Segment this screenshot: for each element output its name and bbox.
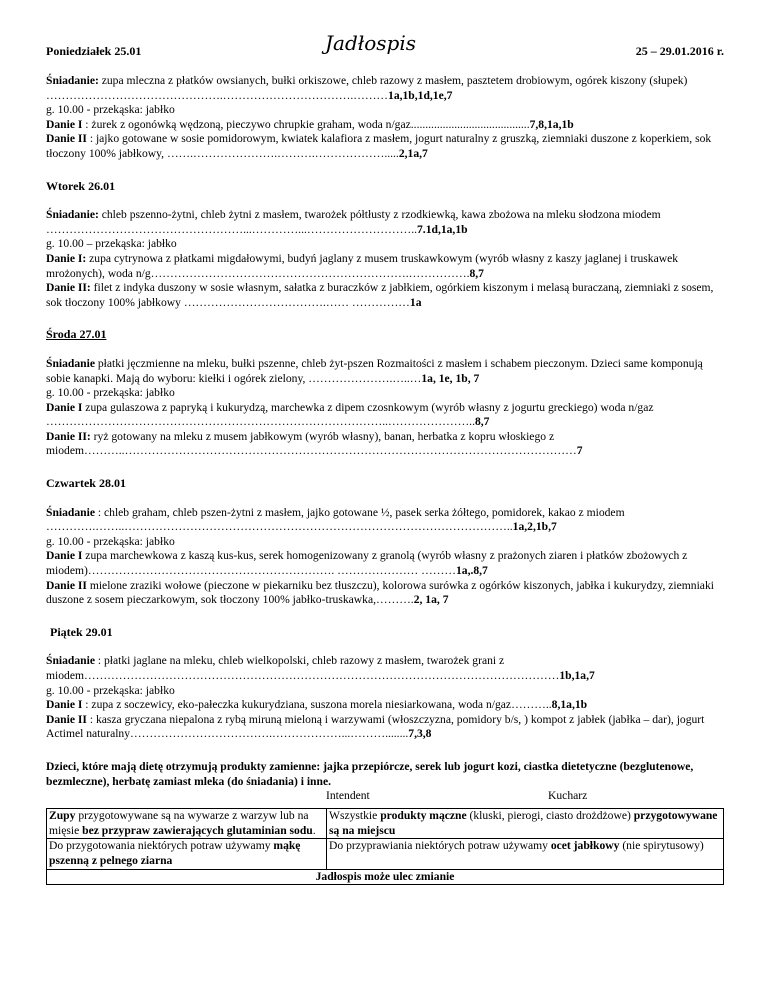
dish-two-label: Danie II [46, 132, 87, 146]
dish-one [46, 401, 724, 430]
table-cell [327, 809, 724, 839]
dish-one [46, 698, 724, 713]
breakfast-label: Śniadanie [46, 654, 95, 668]
allergen-codes: 1b,1a,7 [559, 669, 595, 682]
dish-two-text: filet z indyka duszony w sosie własnym, sałatka z buraczków z jabłkiem, ogórkiem kiszonym i melasą buraczaną, ziemniaki z sosem, sok tłoczony 100% jabłkowy ……………………………….…… …………… [46, 281, 714, 309]
cell-text: (kluski, pierogi, ciasto drożdżowe) [466, 809, 634, 823]
breakfast [46, 208, 724, 237]
breakfast-text: chleb pszenno-żytni, chleb żytni z masłem, twarożek półtłusty z rzodkiewką, kawa zbożowa na mleku słodzona miodem ……………………………………………...…………...……………………….. [46, 208, 661, 236]
cell-text-bold: ocet jabłkowy [550, 839, 620, 853]
dish-two [46, 430, 724, 459]
breakfast-text: płatki jęczmienne na mleku, bułki pszenne, chleb żyt-pszen Rozmaitości z masłem i schabem pieczonym. Dzieci same komponują sobie kanapki. Mają do wyboru: kiełki i ogórek zielony, ………………….…..… [46, 356, 703, 385]
breakfast-label: Śniadanie [46, 505, 95, 519]
day-title: Piątek 29.01 [50, 624, 113, 639]
table-row [47, 869, 724, 885]
allergen-codes: 8,7 [469, 266, 484, 280]
dish-two-label: Danie II: [46, 281, 91, 295]
allergen-codes: 2, 1a, 7 [413, 593, 449, 607]
dish-one-label: Danie I [46, 117, 83, 131]
breakfast-label: Śniadanie: [46, 208, 99, 222]
dish-two-text: : jajko gotowane w sosie pomidorowym, kwiatek kalafiora z masłem, jogurt naturalny z gruszką, ziemniaki duszone z koperkiem, sok tłoczony 100% jabłkowy, …….………………….……….………………..... [46, 132, 712, 160]
allergen-codes: 7.1d,1a,1b [417, 222, 468, 236]
cell-text-bold: przygotowywane są na miejscu [329, 809, 718, 837]
day-title: Czwartek 28.01 [46, 476, 126, 491]
day-title: Środa 27.01 [46, 327, 107, 342]
day-title: Wtorek 26.01 [46, 178, 116, 193]
breakfast [46, 74, 724, 103]
allergen-codes: 2,1a,7 [398, 146, 428, 160]
breakfast [46, 506, 724, 535]
dish-two-label: Danie II [46, 712, 87, 726]
header-date-range: 25 – 29.01.2016 r. [635, 44, 724, 58]
table-row [47, 839, 724, 869]
signature-cook: Kucharz [548, 789, 588, 803]
page-title: Jadłospis [325, 31, 416, 55]
dish-two-text: mielone zraziki wołowe (pieczone w piekarniku bez tłuszczu), kolorowa surówka z ogórków kiszonych, jabłka i kukurydzy, ziemniaki duszone z sosem pieczarkowym, sok tłoczony 100% jabłko-truskawka,………. [46, 578, 714, 607]
dish-one [46, 549, 724, 578]
cell-text: Wszystkie [329, 809, 381, 823]
diet-notice: Dzieci, które mają dietę otrzymują produkty zamienne: jajka przepiórcze, serek lub jogurt kozi, ciastka dietetyczne (bezglutenowe, bezmleczne), herbatę zamiast mleka (do śniadania) i inne. [46, 759, 694, 788]
dish-two-text: ryż gotowany na mleku z musem jabłkowym (wyrób własny), banan, herbatka z kopru włoskiego z miodem………..……………………………………………………………………………………………………… [46, 429, 577, 458]
snack: g. 10.00 - przekąska: jabłko [46, 103, 175, 117]
dish-one [46, 118, 724, 133]
table-cell [47, 809, 327, 839]
breakfast [46, 357, 724, 386]
dish-two [46, 281, 724, 310]
dish-one-label: Danie I [46, 698, 83, 712]
dish-one-label: Danie I [46, 400, 83, 414]
cell-text-bold: Zupy [49, 809, 76, 823]
breakfast [46, 654, 724, 683]
dish-one-text: zupa cytrynowa z płatkami migdałowymi, budyń jaglany z musem truskawkowym (wyrób własny z kaszy jaglanej i truskawek mrożonych), woda n/g………………………………………………………….……………. [46, 251, 679, 280]
menu-page [46, 31, 724, 885]
dish-one-text: zupa gulaszowa z papryką i kukurydzą, marchewka z dipem czosnkowym (wyrób własny z jogurtu greckiego) woda n/gaz ……………………………………………………………………………..………………….. [46, 400, 654, 429]
dish-two [46, 579, 724, 608]
allergen-codes: 7,8,1a,1b [529, 117, 574, 131]
signature-intendent: Intendent [326, 789, 370, 803]
dish-one [46, 252, 724, 281]
dish-one-text: : zupa z soczewicy, eko-pałeczka kukurydziana, suszona morela niesiarkowana, woda n/gaz……….. [82, 698, 552, 712]
dish-two [46, 713, 724, 742]
cell-text: . [312, 823, 316, 837]
cell-text: Do przyprawiania niektórych potraw używamy [329, 839, 551, 853]
cell-text-bold: bez przypraw zawierających glutaminian sodu [82, 823, 313, 837]
breakfast-text: : płatki jaglane na mleku, chleb wielkopolski, chleb razowy z masłem, twarożek grani z miodem…………………………………………………………………………………………………………… [46, 654, 560, 682]
snack: g. 10.00 - przekąska: jabłko [46, 683, 175, 697]
allergen-codes: 7,3,8 [408, 727, 432, 741]
header-day: Poniedziałek 25.01 [46, 44, 142, 58]
cell-text: (nie spirytusowy) [619, 839, 704, 853]
header [46, 31, 724, 70]
table-row [47, 809, 724, 839]
allergen-codes: 1a, 1e, 1b, 7 [421, 371, 480, 385]
cell-text: przygotowywane są na wywarze z warzyw lub na mięsie [49, 809, 309, 837]
dish-one-label: Danie I: [46, 251, 87, 265]
cell-text-bold: produkty mączne [380, 809, 467, 823]
signatures [46, 789, 724, 804]
allergen-codes: 1a,2,1b,7 [512, 520, 557, 534]
dish-two-label: Danie II [46, 578, 87, 592]
dish-two-text: : kasza gryczana niepalona z rybą miruną mieloną i warzywami (włoszczyzna, pomidory b/s, ) kompot z jabłek (jabłka – dar), jogurt Actimel naturalny……………………………….………………...………........ [46, 712, 705, 741]
cell-text: Do przygotowania niektórych potraw używamy [49, 839, 274, 853]
day-thursday [46, 476, 724, 608]
day-monday [46, 74, 724, 162]
cell-text-bold: mąkę pszenną z pelnego ziarna [49, 839, 301, 867]
table-cell [47, 839, 327, 869]
snack: g. 10.00 - przekąska: jabłko [46, 386, 175, 400]
day-friday [46, 625, 724, 742]
dish-one-text: : żurek z ogonówką wędzoną, pieczywo chrupkie graham, woda n/gaz......................................... [82, 117, 530, 131]
info-table [46, 808, 724, 885]
allergen-codes: 1a,.8,7 [455, 564, 488, 578]
breakfast-label: Śniadanie [46, 356, 95, 370]
dish-one-label: Danie I [46, 549, 83, 563]
allergen-codes: 8,7 [474, 415, 490, 429]
day-wednesday [46, 327, 724, 459]
table-footer: Jadłospis może ulec zmianie [47, 869, 724, 885]
allergen-codes: 7 [576, 444, 583, 458]
day-tuesday [46, 179, 724, 311]
table-cell [327, 839, 724, 869]
allergen-codes: 1a [409, 295, 422, 309]
snack: g. 10.00 – przekąska: jabłko [46, 237, 177, 251]
allergen-codes: 1a,1b,1d,1e,7 [388, 88, 453, 102]
breakfast-text: zupa mleczna z płatków owsianych, bułki orkiszowe, chleb razowy z masłem, pasztetem drobiowym, ogórek kiszony (słupek) ……………………………………….…………………………….……… [46, 74, 688, 102]
breakfast-label: Śniadanie: [46, 74, 99, 87]
allergen-codes: 8,1a,1b [551, 698, 588, 712]
dish-two-label: Danie II: [46, 429, 91, 443]
dish-one-text: zupa marchewkowa z kaszą kus-kus, serek homogenizowany z granolą (wyrób własny z prażonych ziaren i płatków zbożowych z miodem)………………………………………………………. ………………… ……… [46, 549, 688, 578]
breakfast-text: : chleb graham, chleb pszen-żytni z masłem, jajko gotowane ½, pasek serka żółtego, pomidorek, kakao z miodem ………….……..……………………………………………………………………………………….. [46, 505, 625, 534]
snack: g. 10.00 - przekąska: jabłko [46, 534, 175, 548]
dish-two [46, 132, 724, 161]
